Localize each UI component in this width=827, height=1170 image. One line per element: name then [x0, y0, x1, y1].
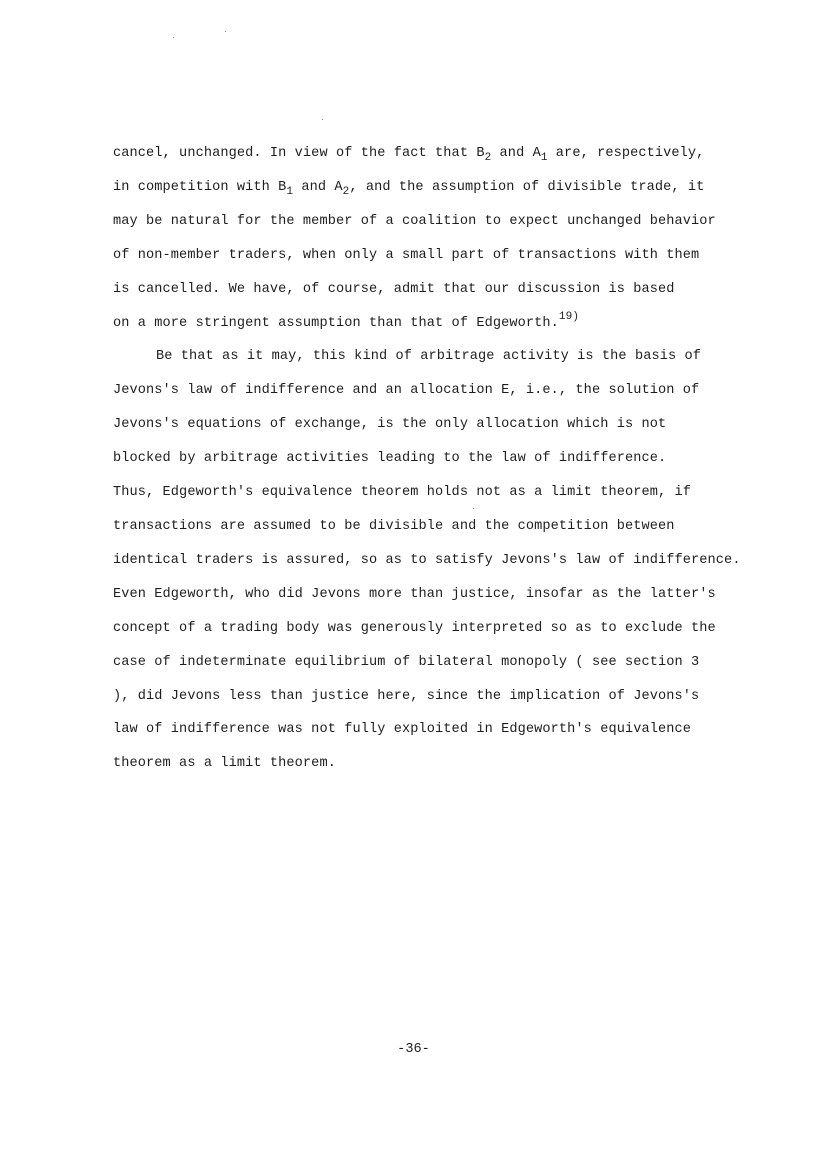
subscript: 2 [342, 186, 350, 198]
text-line-7: Be that as it may, this kind of arbitrage activity is the basis of [156, 349, 701, 364]
scan-speck [322, 119, 323, 120]
text-line-12: transactions are assumed to be divisible and the competition between [113, 519, 675, 534]
text-fragment: on a more stringent assumption than that of Edgeworth. [113, 316, 559, 331]
text-line-18: law of indifference was not fully exploited in Edgeworth's equivalence [113, 722, 692, 737]
text-line-17: ), did Jevons less than justice here, since the implication of Jevons's [113, 689, 700, 704]
footnote-marker: 19) [558, 311, 580, 323]
text-line-10: blocked by arbitrage activities leading to the law of indifference. [113, 451, 667, 466]
scan-speck [225, 31, 226, 32]
scan-speck [473, 508, 474, 509]
text-line-15: concept of a trading body was generously interpreted so as to exclude the [113, 621, 716, 636]
text-line-11: Thus, Edgeworth's equivalence theorem holds not as a limit theorem, if [113, 485, 692, 500]
text-line-16: case of indeterminate equilibrium of bilateral monopoly ( see section 3 [113, 655, 700, 670]
text-line-2 [113, 180, 704, 196]
text-line-13: identical traders is assured, so as to satisfy Jevons's law of indifference. [113, 553, 741, 568]
text-line-6 [113, 311, 580, 332]
subscript: 1 [286, 186, 294, 198]
text-line-9: Jevons's equations of exchange, is the only allocation which is not [113, 417, 667, 432]
subscript: 2 [484, 152, 492, 164]
text-fragment: and A [491, 146, 541, 161]
page-number: -36- [397, 1042, 430, 1057]
text-fragment: and A [293, 180, 343, 195]
text-line-19: theorem as a limit theorem. [113, 756, 336, 771]
text-fragment: , and the assumption of divisible trade, it [349, 180, 705, 195]
text-fragment: in competition with B [113, 180, 287, 195]
text-line-14: Even Edgeworth, who did Jevons more than justice, insofar as the latter's [113, 587, 716, 602]
text-fragment: are, respectively, [547, 146, 705, 161]
scan-speck [173, 37, 174, 38]
text-line-4: of non-member traders, when only a small part of transactions with them [113, 248, 700, 263]
subscript: 1 [540, 152, 548, 164]
text-line-1 [113, 146, 704, 162]
text-line-8: Jevons's law of indifference and an allocation E, i.e., the solution of [113, 383, 700, 398]
text-line-5: is cancelled. We have, of course, admit that our discussion is based [113, 282, 675, 297]
text-line-3: may be natural for the member of a coalition to expect unchanged behavior [113, 214, 716, 229]
text-fragment: cancel, unchanged. In view of the fact that B [113, 146, 485, 161]
